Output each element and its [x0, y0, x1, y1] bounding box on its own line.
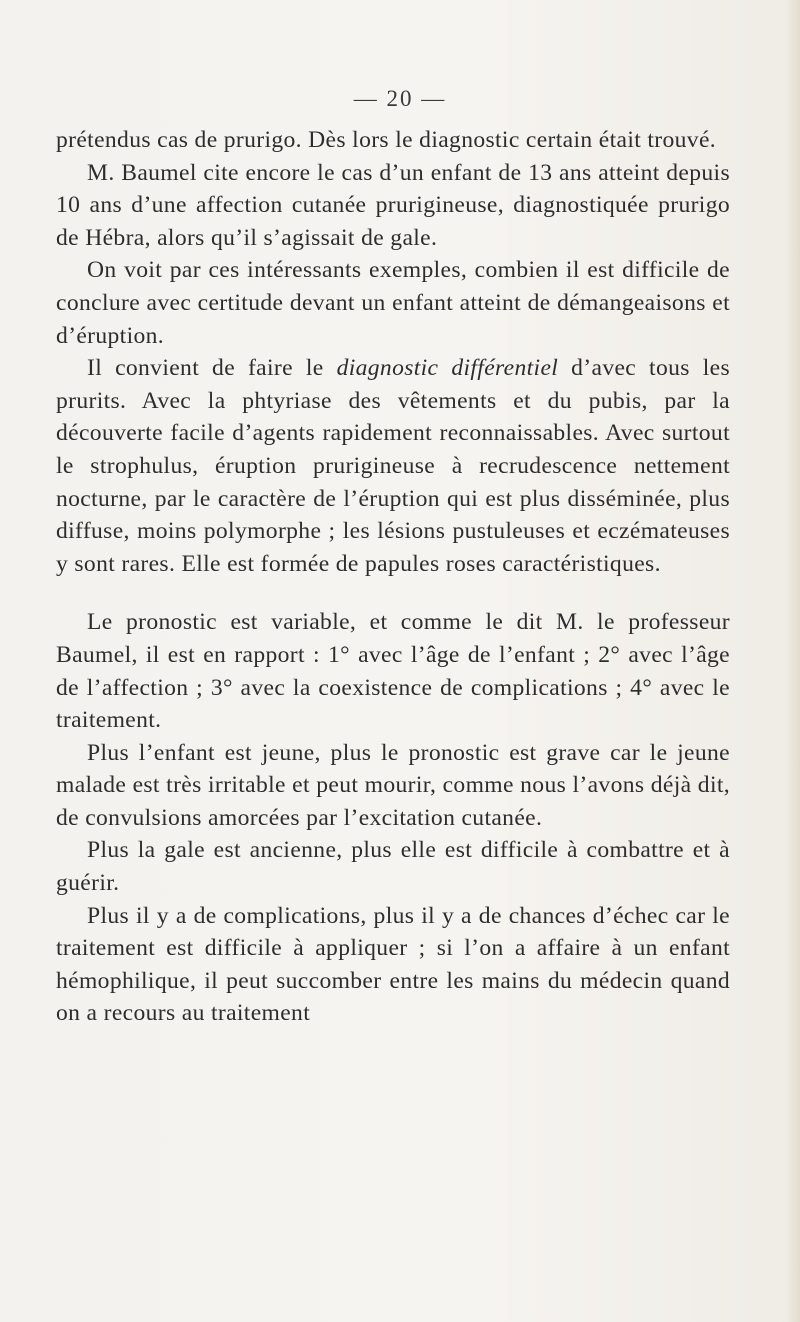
page-number: — 20 —: [353, 86, 447, 111]
page-edge-shadow: [786, 0, 800, 1322]
paragraph-age-enfant: Plus l’enfant est jeune, plus le pronostic est grave car le jeune malade est très irritable et peut mourir, comme nous l’avons déjà dit, de convulsions amorcées par l’excitation cutanée.: [56, 739, 730, 831]
paragraph-continuation: prétendus cas de prurigo. Dès lors le diagnostic certain était trouvé.: [56, 127, 717, 153]
paragraph-baumel-case: M. Baumel cite encore le cas d’un enfant de 13 ans atteint depuis 10 ans d’une affection cutanée prurigineuse, diagnostiquée prurigo de Hébra, alors qu’il s’agissait de gale.: [56, 159, 730, 251]
paragraph-anciennete-gale: Plus la gale est ancienne, plus elle est difficile à combattre et à guérir.: [56, 837, 730, 897]
paragraph-complications: Plus il y a de complications, plus il y a de chances d’échec car le traitement est difficile à appliquer ; si l’on a affaire à un enfant hémophilique, il peut succomber entre les mains du médecin quand on a recours au traitement: [56, 902, 730, 1027]
paragraph-pronostic: Le pronostic est variable, et comme le dit M. le professeur Baumel, il est en rapport : 1° avec l’âge de l’enfant ; 2° avec l’âge de l’affection ; 3° avec la coexistence de complications ; 4° avec le traitement.: [56, 609, 730, 734]
paragraph-certitude: On voit par ces intéressants exemples, combien il est difficile de conclure avec certitude devant un enfant atteint de démangeaisons et d’éruption.: [56, 257, 730, 349]
diagnostic-emphasis: diagnostic différentiel: [336, 355, 559, 382]
body-text: [56, 124, 730, 1030]
diagnostic-text-start: Il convient de faire le: [87, 355, 337, 382]
section-gap: [56, 580, 730, 606]
paragraph-diagnostic: [56, 352, 730, 580]
diagnostic-text-end: d’avec tous les prurits. Avec la phtyriase des vêtements et du pubis, par la découverte facile d’agents rapidement reconnaissables. Avec surtout le strophulus, éruption prurigineuse à recrudescence nettement nocturne, par le caractère de l’éruption qui est plus disséminée, plus diffuse, moins polymorphe ; les lésions pustuleuses et eczémateuses y sont rares. Elle est formée de papules roses caractéristiques.: [56, 355, 730, 577]
